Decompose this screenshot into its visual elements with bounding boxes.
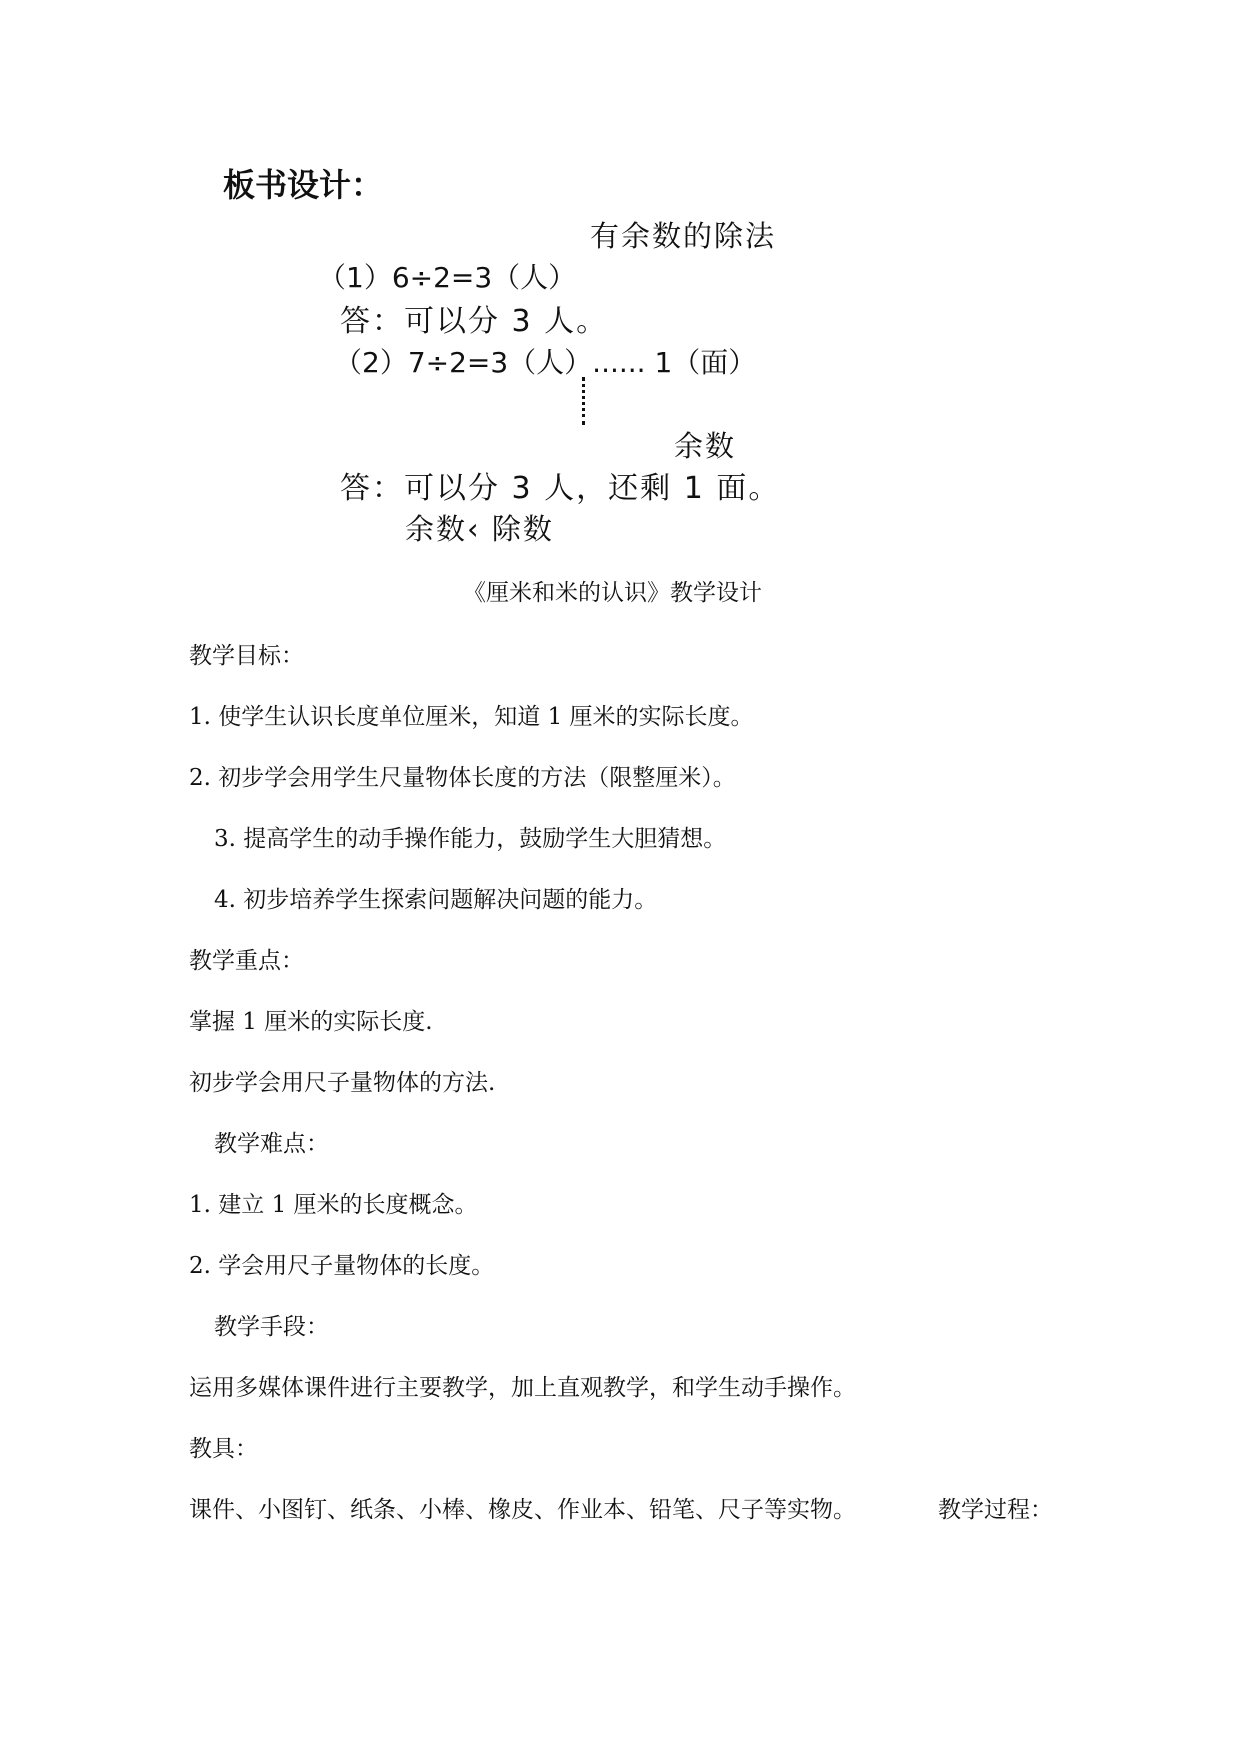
board-title: 有余数的除法	[590, 219, 777, 253]
means-text: 运用多媒体课件进行主要教学，加上直观教学，和学生动手操作。	[189, 1375, 856, 1401]
goal-item-3: 3. 提高学生的动手操作能力，鼓励学生大胆猜想。	[214, 826, 727, 852]
tools-heading: 教具：	[189, 1436, 258, 1462]
tools-text: 课件、小图钉、纸条、小棒、橡皮、作业本、铅笔、尺子等实物。	[189, 1497, 856, 1523]
board-rule: 余数‹ 除数	[405, 512, 554, 546]
difficult-point-2: 2. 学会用尺子量物体的长度。	[189, 1253, 495, 1279]
board-equation-1: （1）6÷2=3（人）	[318, 261, 577, 294]
remainder-label: 余数	[674, 429, 737, 463]
board-heading: 板书设计：	[223, 166, 384, 204]
goal-item-1: 1. 使学生认识长度单位厘米，知道 1 厘米的实际长度。	[189, 704, 754, 730]
remainder-pointer-line	[582, 377, 585, 425]
board-answer-2: 答：可以分 3 人，还剩 1 面。	[340, 471, 781, 506]
key-point-2: 初步学会用尺子量物体的方法.	[189, 1070, 496, 1096]
goals-heading: 教学目标：	[189, 643, 304, 669]
goal-item-4: 4. 初步培养学生探索问题解决问题的能力。	[214, 887, 658, 913]
key-point-1: 掌握 1 厘米的实际长度.	[189, 1009, 433, 1035]
board-answer-1: 答：可以分 3 人。	[340, 304, 609, 339]
document-title: 《厘米和米的认识》教学设计	[463, 580, 762, 606]
difficult-points-heading: 教学难点：	[214, 1131, 329, 1157]
process-heading: 教学过程：	[938, 1497, 1053, 1523]
board-equation-2: （2）7÷2=3（人）...... 1（面）	[334, 346, 757, 379]
means-heading: 教学手段：	[214, 1314, 329, 1340]
difficult-point-1: 1. 建立 1 厘米的长度概念。	[189, 1192, 478, 1218]
key-points-heading: 教学重点：	[189, 948, 304, 974]
goal-item-2: 2. 初步学会用学生尺量物体长度的方法（限整厘米）。	[189, 765, 736, 791]
